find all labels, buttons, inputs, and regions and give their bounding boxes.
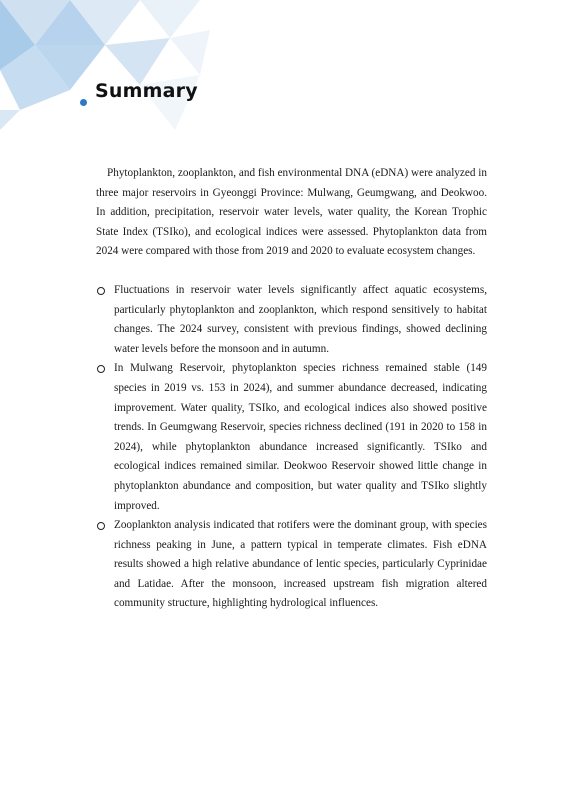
heading-bullet-dot xyxy=(80,99,87,106)
hollow-circle-icon xyxy=(97,522,105,530)
hollow-circle-icon xyxy=(97,287,105,295)
summary-bullet-list xyxy=(96,281,487,614)
page-title: Summary xyxy=(95,80,198,102)
list-item xyxy=(96,281,487,359)
bullet-text: Fluctuations in reservoir water levels significantly affect aquatic ecosystems, particularly phytoplankton and zooplankton, which respond sensitively to habitat changes. The 2024 survey, consistent with previous findings, showed declining water levels before the monsoon and in autumn. xyxy=(114,283,487,355)
list-item xyxy=(96,516,487,614)
intro-paragraph: Phytoplankton, zooplankton, and fish environmental DNA (eDNA) were analyzed in three major reservoirs in Gyeonggi Province: Mulwang, Geumgwang, and Deokwoo. In addition, precipitation, reservoir water levels, water quality, the Korean Trophic State Index (TSIko), and ecological indices were assessed. Phytoplankton data from 2024 were compared with those from 2019 and 2020 to evaluate ecosystem changes. xyxy=(96,167,487,258)
bullet-text: In Mulwang Reservoir, phytoplankton species richness remained stable (149 species in 2019 vs. 153 in 2024), and summer abundance decreased, indicating improvement. Water quality, TSIko, and ecological indices also showed positive trends. In Geumgwang Reservoir, species richness declined (191 in 2020 to 158 in 2024), while phytoplankton abundance increased significantly. TSIko and ecological indices remained similar. Deokwoo Reservoir showed little change in phytoplankton abundance and composition, but water quality and TSIko slightly improved. xyxy=(114,362,487,512)
list-item xyxy=(96,359,487,516)
decorative-triangle-pattern xyxy=(0,0,230,150)
summary-body xyxy=(96,164,487,614)
hollow-circle-icon xyxy=(97,365,105,373)
bullet-text: Zooplankton analysis indicated that rotifers were the dominant group, with species richness peaking in June, a pattern typical in temperate climates. Fish eDNA results showed a high relative abundance of lentic species, particularly Cyprinidae and Latidae. After the monsoon, increased upstream fish migration altered community structure, highlighting hydrological influences. xyxy=(114,519,487,610)
